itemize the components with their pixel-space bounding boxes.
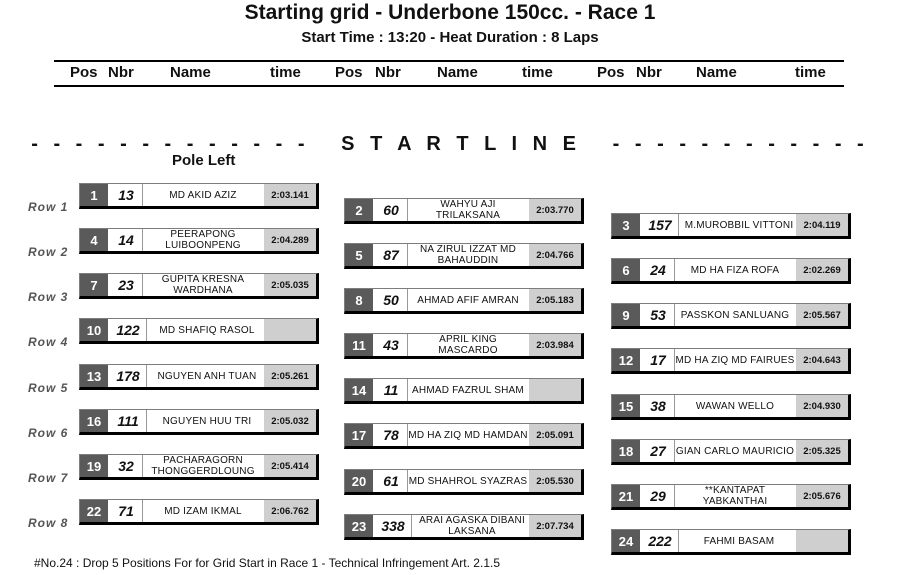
- header-nbr-2: Nbr: [375, 64, 401, 81]
- grid-position: 2: [345, 199, 373, 221]
- qualifying-time: [529, 379, 581, 401]
- qualifying-time: 2:03.984: [529, 334, 581, 356]
- rider-number: 78: [375, 424, 408, 446]
- qualifying-time: [264, 319, 316, 341]
- grid-slot: [344, 514, 584, 540]
- grid-slot: [79, 183, 319, 209]
- qualifying-time: 2:05.325: [796, 440, 848, 462]
- row-label-4: Row 4: [28, 335, 69, 349]
- qualifying-time: 2:03.770: [529, 199, 581, 221]
- grid-slot: [79, 318, 319, 344]
- grid-position: 11: [345, 334, 373, 356]
- grid-slot: [611, 394, 851, 420]
- grid-position: 22: [80, 500, 108, 522]
- grid-position: 3: [612, 214, 640, 236]
- qualifying-time: [796, 530, 848, 552]
- header-nbr-3: Nbr: [636, 64, 662, 81]
- grid-slot: [79, 228, 319, 254]
- rider-name: MD HA ZIQ MD HAMDAN: [408, 429, 528, 441]
- grid-slot: [611, 484, 851, 510]
- grid-position: 24: [612, 530, 640, 552]
- header-top-rule: [54, 60, 844, 62]
- header-nbr-1: Nbr: [108, 64, 134, 81]
- rider-name: M.MUROBBIL VITTONI: [684, 219, 794, 231]
- rider-name: MD HA FIZA ROFA: [690, 264, 780, 276]
- header-time-1: time: [270, 64, 301, 81]
- rider-number: 87: [375, 244, 408, 266]
- grid-slot: [344, 423, 584, 449]
- rider-number: 43: [375, 334, 408, 356]
- header-name-1: Name: [170, 64, 211, 81]
- grid-slot: [611, 213, 851, 239]
- rider-number: 13: [110, 184, 143, 206]
- rider-name: NA ZIRUL IZZAT MD BAHAUDDIN: [420, 244, 516, 266]
- grid-position: 14: [345, 379, 373, 401]
- rider-number: 17: [642, 349, 675, 371]
- grid-slot: [344, 378, 584, 404]
- qualifying-time: 2:04.119: [796, 214, 848, 236]
- grid-position: 6: [612, 259, 640, 281]
- rider-number: 50: [375, 289, 408, 311]
- grid-position: 4: [80, 229, 108, 251]
- grid-slot: [344, 288, 584, 314]
- rider-number: 111: [110, 410, 147, 432]
- grid-position: 19: [80, 455, 108, 477]
- grid-slot: [79, 499, 319, 525]
- grid-position: 9: [612, 304, 640, 326]
- rider-name: AHMAD AFIF AMRAN: [417, 294, 519, 306]
- header-pos-2: Pos: [335, 64, 363, 81]
- grid-slot: [79, 409, 319, 435]
- grid-position: 1: [80, 184, 108, 206]
- rider-name: MD SHAFIQ RASOL: [159, 324, 255, 336]
- rider-name: MD AKID AZIZ: [169, 189, 237, 201]
- rider-name: NGUYEN ANH TUAN: [157, 370, 257, 382]
- qualifying-time: 2:05.091: [529, 424, 581, 446]
- grid-slot: [611, 348, 851, 374]
- grid-slot: [611, 529, 851, 555]
- grid-slot: [344, 198, 584, 224]
- qualifying-time: 2:02.269: [796, 259, 848, 281]
- grid-position: 7: [80, 274, 108, 296]
- grid-slot: [79, 454, 319, 480]
- rider-name: GUPITA KRESNA WARDHANA: [161, 274, 245, 296]
- grid-position: 16: [80, 410, 108, 432]
- rider-number: 53: [642, 304, 675, 326]
- grid-slot: [79, 364, 319, 390]
- rider-number: 29: [642, 485, 675, 507]
- row-label-5: Row 5: [28, 381, 69, 395]
- rider-name: APRIL KING MASCARDO: [438, 334, 498, 356]
- qualifying-time: 2:05.035: [264, 274, 316, 296]
- rider-number: 38: [642, 395, 675, 417]
- rider-number: 157: [642, 214, 679, 236]
- row-label-6: Row 6: [28, 426, 69, 440]
- rider-number: 222: [642, 530, 679, 552]
- qualifying-time: 2:03.141: [264, 184, 316, 206]
- header-time-3: time: [795, 64, 826, 81]
- rider-name: MD HA ZIQ MD FAIRUES: [675, 354, 795, 366]
- qualifying-time: 2:05.183: [529, 289, 581, 311]
- rider-number: 71: [110, 500, 143, 522]
- qualifying-time: 2:07.734: [529, 515, 581, 537]
- page-title: Starting grid - Underbone 150cc. - Race 1: [244, 1, 656, 24]
- rider-number: 178: [110, 365, 147, 387]
- rider-number: 60: [375, 199, 408, 221]
- rider-name: NGUYEN HUU TRI: [162, 415, 252, 427]
- header-name-3: Name: [696, 64, 737, 81]
- rider-name: AHMAD FAZRUL SHAM: [412, 384, 524, 396]
- qualifying-time: 2:05.261: [264, 365, 316, 387]
- rider-name: WAHYU AJI TRILAKSANA: [435, 199, 501, 221]
- rider-name: ARAI AGASKA DIBANI LAKSANA: [419, 515, 525, 537]
- qualifying-time: 2:05.530: [529, 470, 581, 492]
- row-label-3: Row 3: [28, 290, 69, 304]
- rider-name: WAWAN WELLO: [695, 400, 775, 412]
- row-label-2: Row 2: [28, 245, 69, 259]
- header-name-2: Name: [437, 64, 478, 81]
- grid-position: 15: [612, 395, 640, 417]
- pole-left-label: Pole Left: [172, 152, 236, 169]
- qualifying-time: 2:04.289: [264, 229, 316, 251]
- grid-slot: [344, 469, 584, 495]
- row-label-7: Row 7: [28, 471, 69, 485]
- grid-position: 5: [345, 244, 373, 266]
- rider-number: 61: [375, 470, 408, 492]
- header-pos-1: Pos: [70, 64, 98, 81]
- rider-number: 24: [642, 259, 675, 281]
- rider-name: PASSKON SANLUANG: [680, 309, 790, 321]
- rider-name: MD SHAHROL SYAZRAS: [408, 475, 528, 487]
- rider-name: MD IZAM IKMAL: [164, 505, 242, 517]
- qualifying-time: 2:04.766: [529, 244, 581, 266]
- grid-position: 18: [612, 440, 640, 462]
- grid-slot: [344, 243, 584, 269]
- footnote: #No.24 : Drop 5 Positions For for Grid Start in Race 1 - Technical Infringement Art. 2.1.5: [34, 556, 500, 570]
- grid-slot: [611, 258, 851, 284]
- grid-position: 20: [345, 470, 373, 492]
- qualifying-time: 2:04.930: [796, 395, 848, 417]
- rider-number: 122: [110, 319, 147, 341]
- rider-name: PEERAPONG LUIBOONPENG: [165, 229, 241, 251]
- grid-slot: [79, 273, 319, 299]
- grid-position: 17: [345, 424, 373, 446]
- header-bottom-rule: [54, 85, 844, 87]
- qualifying-time: 2:05.676: [796, 485, 848, 507]
- rider-name: **KANTAPAT YABKANTHAI: [702, 485, 768, 507]
- grid-position: 23: [345, 515, 373, 537]
- grid-slot: [344, 333, 584, 359]
- grid-position: 21: [612, 485, 640, 507]
- rider-number: 14: [110, 229, 143, 251]
- rider-number: 27: [642, 440, 675, 462]
- rider-name: FAHMI BASAM: [703, 535, 775, 547]
- grid-slot: [611, 303, 851, 329]
- rider-name: PACHARAGORN THONGGERDLOUNG: [151, 455, 255, 477]
- rider-number: 11: [375, 379, 408, 401]
- rider-number: 338: [375, 515, 412, 537]
- qualifying-time: 2:05.032: [264, 410, 316, 432]
- row-label-8: Row 8: [28, 516, 69, 530]
- qualifying-time: 2:05.567: [796, 304, 848, 326]
- grid-position: 8: [345, 289, 373, 311]
- qualifying-time: 2:06.762: [264, 500, 316, 522]
- grid-position: 12: [612, 349, 640, 371]
- header-time-2: time: [522, 64, 553, 81]
- row-label-1: Row 1: [28, 200, 69, 214]
- startline-banner: - - - - - - - - - - - - - S T A R T L I N E - - - - - - - - - - - -: [31, 133, 869, 155]
- qualifying-time: 2:04.643: [796, 349, 848, 371]
- grid-slot: [611, 439, 851, 465]
- rider-name: GIAN CARLO MAURICIO: [675, 445, 795, 457]
- header-pos-3: Pos: [597, 64, 625, 81]
- page-subtitle: Start Time : 13:20 - Heat Duration : 8 Laps: [301, 29, 599, 46]
- rider-number: 23: [110, 274, 143, 296]
- qualifying-time: 2:05.414: [264, 455, 316, 477]
- grid-position: 13: [80, 365, 108, 387]
- rider-number: 32: [110, 455, 143, 477]
- grid-position: 10: [80, 319, 108, 341]
